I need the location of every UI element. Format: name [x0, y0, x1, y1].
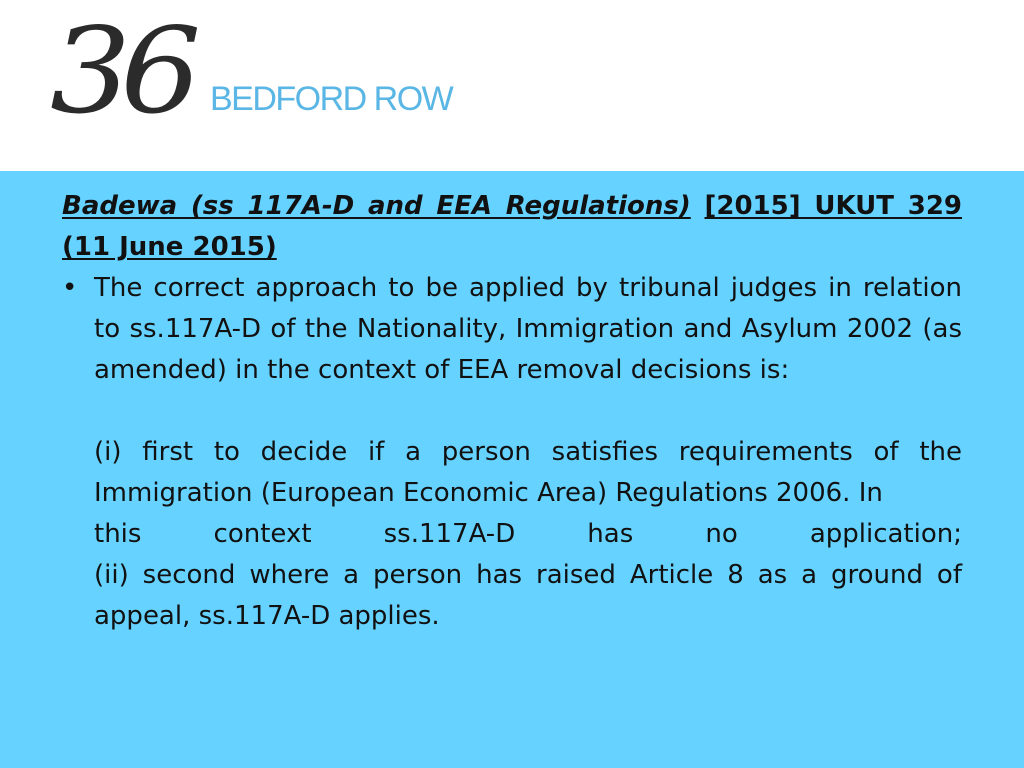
point-i-part2: this context ss.117A-D has no application; — [94, 519, 962, 549]
logo-text: BEDFORD ROW — [210, 80, 453, 118]
bullet-intro: The correct approach to be applied by tribunal judges in relation to ss.117A-D of the Nationality, Immigration and Asylum 2002 (as amended) in the context of EEA removal decisions is: — [94, 273, 962, 385]
logo-number: 36 — [50, 2, 191, 140]
case-citation: [2015] UKUT 329 (11 June 2015) — [62, 191, 962, 262]
case-name: Badewa (ss 117A-D and EEA Regulations) — [62, 191, 691, 221]
point-ii: (ii) second where a person has raised Article 8 as a ground of appeal, ss.117A-D applies. — [94, 560, 962, 631]
header — [0, 0, 1024, 171]
text-block — [62, 186, 962, 637]
content-panel — [0, 171, 1024, 768]
bullet-symbol: • — [62, 273, 78, 303]
case-heading — [62, 186, 962, 268]
bullet-item — [62, 268, 962, 637]
point-i-part1: (i) first to decide if a person satisfies requirements of the Immigration (European Economic Area) Regulations 2006. In — [94, 437, 962, 508]
blank-line — [94, 391, 962, 432]
